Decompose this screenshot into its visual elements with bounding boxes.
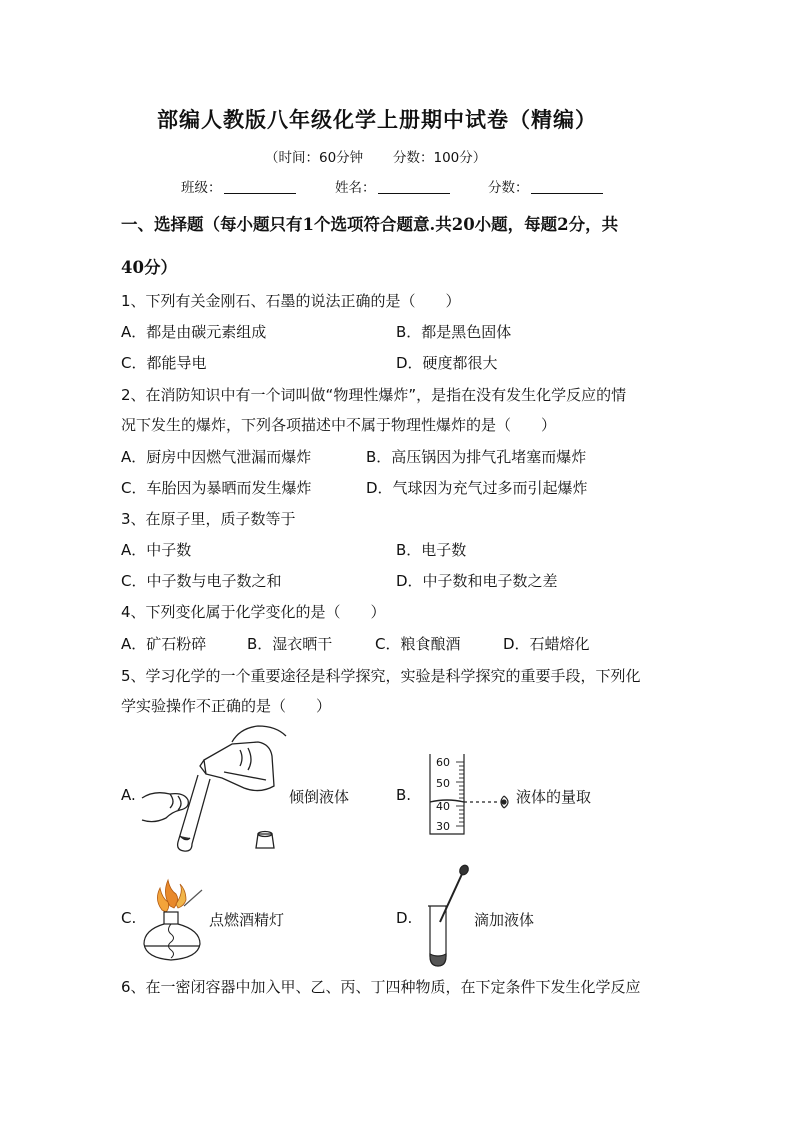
q5-option-d-letter: D. — [396, 909, 413, 927]
q5-option-a-caption: 倾倒液体 — [289, 788, 350, 806]
q5-option-b-caption: 液体的量取 — [516, 788, 592, 806]
question-5-stem-line2: 学实验操作不正确的是（ ） — [121, 697, 332, 715]
question-5-stem-line1: 5、学习化学的一个重要途径是科学探究，实验是科学探究的重要手段，下列化 — [121, 667, 641, 685]
class-label: 班级： — [181, 180, 222, 196]
dropper-illustration — [422, 862, 472, 970]
q2-option-a: A．厨房中因燃气泄漏而爆炸 — [121, 448, 312, 466]
q5-option-c-caption: 点燃酒精灯 — [209, 911, 285, 929]
time-info: （时间：60分钟 — [265, 150, 364, 166]
cylinder-tick-50: 50 — [436, 777, 450, 790]
question-4-stem: 4、下列变化属于化学变化的是（ ） — [121, 603, 386, 621]
q2-option-c: C．车胎因为暴晒而发生爆炸 — [121, 479, 312, 497]
q3-option-d: D．中子数和电子数之差 — [396, 572, 558, 590]
cylinder-tick-60: 60 — [436, 756, 450, 769]
name-label: 姓名： — [335, 180, 376, 196]
q3-option-b: B．电子数 — [396, 541, 467, 559]
q4-option-d: D．石蜡熔化 — [503, 635, 590, 653]
q4-option-a: A．矿石粉碎 — [121, 635, 207, 653]
section-heading-line1: 一、选择题（每小题只有1个选项符合题意.共20小题，每题2分，共 — [121, 215, 619, 234]
name-field — [335, 176, 450, 196]
q3-option-a: A．中子数 — [121, 541, 192, 559]
cylinder-tick-40: 40 — [436, 800, 450, 813]
score-field — [488, 176, 603, 196]
page-title: 部编人教版八年级化学上册期中试卷（精编） — [157, 107, 597, 132]
q2-option-d: D．气球因为充气过多而引起爆炸 — [366, 479, 588, 497]
question-1-stem: 1、下列有关金刚石、石墨的说法正确的是（ ） — [121, 292, 461, 310]
question-3-stem: 3、在原子里，质子数等于 — [121, 510, 296, 528]
class-blank — [224, 179, 296, 194]
score-info: 分数：100分） — [393, 150, 487, 166]
q5-option-c-letter: C. — [121, 909, 137, 927]
class-field — [181, 176, 296, 196]
q5-option-a-letter: A. — [121, 786, 136, 804]
q4-option-b: B．湿衣晒干 — [247, 635, 333, 653]
alcohol-lamp-illustration — [140, 876, 210, 966]
q4-option-c: C．粮食酿酒 — [375, 635, 461, 653]
pouring-liquid-illustration — [140, 720, 290, 855]
measuring-cylinder-illustration — [418, 752, 518, 837]
score-label: 分数： — [488, 180, 529, 196]
q3-option-c: C．中子数与电子数之和 — [121, 572, 282, 590]
section-heading-line2: 40分） — [121, 258, 177, 277]
q1-option-c: C．都能导电 — [121, 354, 207, 372]
q1-option-d: D．硬度都很大 — [396, 354, 498, 372]
q2-option-b: B．高压锅因为排气孔堵塞而爆炸 — [366, 448, 587, 466]
name-blank — [378, 179, 450, 194]
cylinder-tick-30: 30 — [436, 820, 450, 833]
q5-option-b-letter: B. — [396, 786, 412, 804]
score-blank — [531, 179, 603, 194]
question-6-stem: 6、在一密闭容器中加入甲、乙、丙、丁四种物质，在下定条件下发生化学反应 — [121, 978, 641, 996]
q1-option-b: B．都是黑色固体 — [396, 323, 512, 341]
question-2-stem-line2: 况下发生的爆炸，下列各项描述中不属于物理性爆炸的是（ ） — [121, 416, 557, 434]
question-2-stem-line1: 2、在消防知识中有一个词叫做“物理性爆炸”，是指在没有发生化学反应的情 — [121, 386, 627, 404]
q1-option-a: A．都是由碳元素组成 — [121, 323, 267, 341]
q5-option-d-caption: 滴加液体 — [474, 911, 535, 929]
